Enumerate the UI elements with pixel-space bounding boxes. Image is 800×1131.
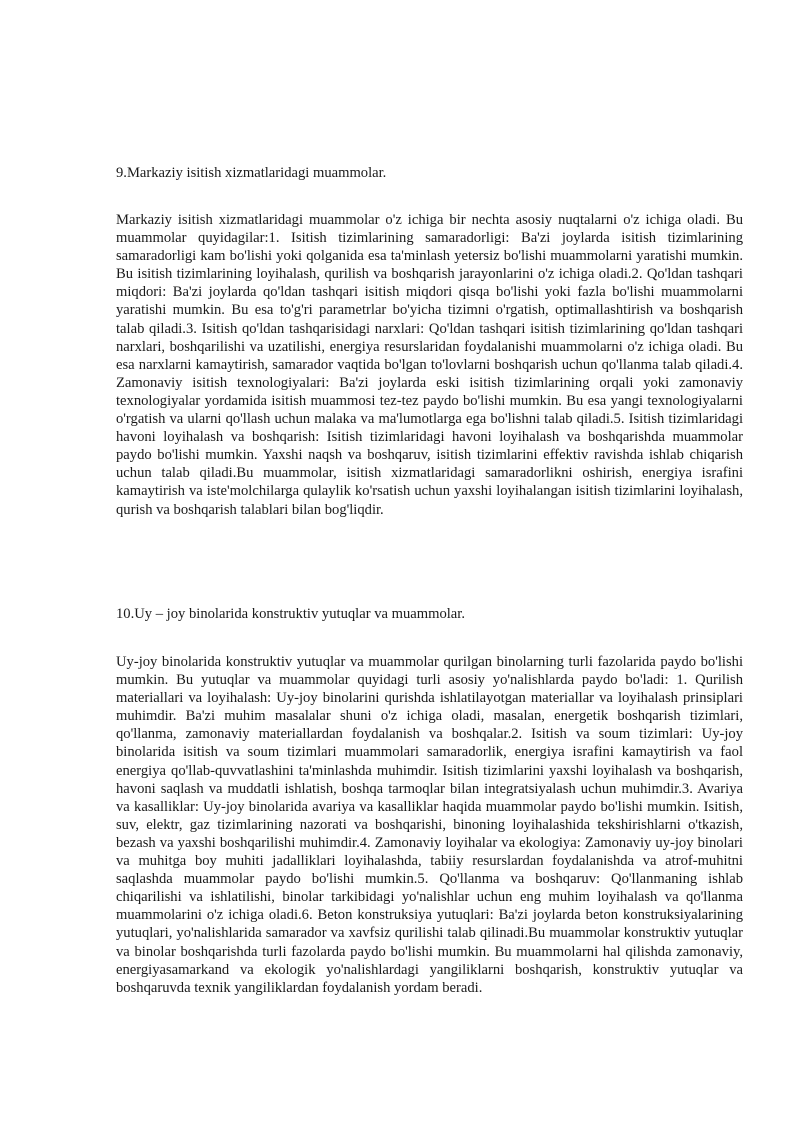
- section-heading-10: 10.Uy – joy binolarida konstruktiv yutuqlar va muammolar.: [116, 606, 465, 622]
- section-body-9: Markaziy isitish xizmatlaridagi muammolar o'z ichiga bir nechta asosiy nuqtalarni o'z ichiga oladi. Bu muammolar quyidagilar:1. Isitish tizimlarining samaradorligi: Ba'zi joylarda isitish tizimlarining samaradorligi kam bo'lishi yoki qolganida esa ta'minlash yetersiz bo'lishi muammolarni yaratishi mumkin. Bu isitish tizimlarining loyihalash, qurilish va boshqarish jarayonlarini o'z ichiga oladi.2. Qo'ldan tashqari miqdori: Ba'zi joylarda qo'ldan tashqari isitish miqdori qisqa bo'lishi yoki fazla bo'lishi muammolarni yaratishi mumkin. Bu esa to'g'ri parametrlar bo'yicha tizimni o'rgatish, optimallashtirish va boshqarish talab qiladi.3. Isitish qo'ldan tashqarisidagi narxlari: Qo'ldan tashqari isitish tizimlarining qo'ldan tashqari narxlari, boshqarilishi va uzatilishi, energiya resurslaridan foydalanishi muammolarni o'z ichiga oladi. Bu esa narxlarni kamaytirish, samarador vaqtida bo'lgan to'lovlarni boshqarish uchun qo'llanma talab qiladi.4. Zamonaviy isitish texnologiyalari: Ba'zi joylarda eski isitish tizimlarining orqali yoki zamonaviy texnologiyalar yordamida isitish muammosi tez-tez paydo bo'lishi mumkin. Bu esa yangi texnologiyalarni o'rgatish va ularni qo'llash uchun malaka va ma'lumotlarga ega bo'lishni talab qiladi.5. Isitish tizimlaridagi havoni loyihalash va boshqarish: Isitish tizimlaridagi havoni loyihalash va boshqarishda muammolar paydo bo'lishi mumkin. Yaxshi naqsh va boshqaruv, isitish tizimlarini effektiv ravishda ishlab chiqarish uchun talab qiladi.Bu muammolar, isitish xizmatlaridagi samaradorlikni oshirish, energiya israfini kamaytirish va iste'molchilarga qulaylik ko'rsatish uchun yaxshi loyihalangan isitish tizimlarini loyihalash, qurish va boshqarish talablari bilan bog'liqdir.: [116, 212, 743, 518]
- section-body-10: Uy-joy binolarida konstruktiv yutuqlar va muammolar qurilgan binolarning turli fazolarida paydo bo'lishi mumkin. Bu yutuqlar va muammolar quyidagi turli asosiy yo'nalishlarda paydo bo'ladi: 1. Qurilish materiallari va loyihalash: Uy-joy binolarini qurishda ishlatilayotgan materiallar va loyihalash prinsiplari muhimdir. Ba'zi muhim masalalar shuni o'z ichiga oladi, masalan, energetik boshqarish tizimlari, qo'llanma, zamonaviy materiallardan foydalanish va boshqalar.2. Isitish va soum tizimlari: Uy-joy binolarida isitish va soum tizimlari muammolari samaradorlik, energiya israfini kamaytirish va faol energiya qo'llab-quvvatlashini ta'minlashda muhimdir. Isitish tizimlarini yaxshi loyihalash va boshqarish, havoni saqlash va muddatli ishlatish, boshqa tarmoqlar bilan integratsiyalash uchun muhimdir.3. Avariya va kasalliklar: Uy-joy binolarida avariya va kasalliklar haqida muammolar paydo bo'lishi mumkin. Isitish, suv, elektr, gaz tizimlarining nazorati va boshqarishi, binoning loyihalashida tekshirishlarni o'tkazish, bezash va yaxshi boshqarilishi muhimdir.4. Zamonaviy loyihalar va ekologiya: Zamonaviy uy-joy binolari va muhitga boy muhiti jadalliklari loyihalashda, tabiiy resurslardan foydalanishda va atrof-muhitni saqlashda muammolar paydo bo'lishi mumkin.5. Qo'llanma va boshqaruv: Qo'llanmaning ishlab chiqarilishi va ishlatilishi, binolar tarkibidagi yo'nalishlar uchun eng muhim loyihalash va qo'llanma muammolarini o'z ichiga oladi.6. Beton konstruksiya yutuqlari: Ba'zi joylarda beton konstruksiyalarining yutuqlari, yo'nalishlarida samarador va xavfsiz qurilishi talab qilinadi.Bu muammolar konstruktiv yutuqlar va binolar boshqarishda turli fazolarda paydo bo'lishi mumkin. Bu muammolarni hal qilishda zamonaviy, energiyasamarkand va ekologik yo'nalishlardagi yangiliklarni boshqarish, konstruktiv yutuqlar va boshqaruvda texnik yangiliklardan foydalanish yordam beradi.: [116, 654, 743, 996]
- document-page: [116, 0, 743, 1131]
- section-heading-9: 9.Markaziy isitish xizmatlaridagi muammolar.: [116, 165, 387, 181]
